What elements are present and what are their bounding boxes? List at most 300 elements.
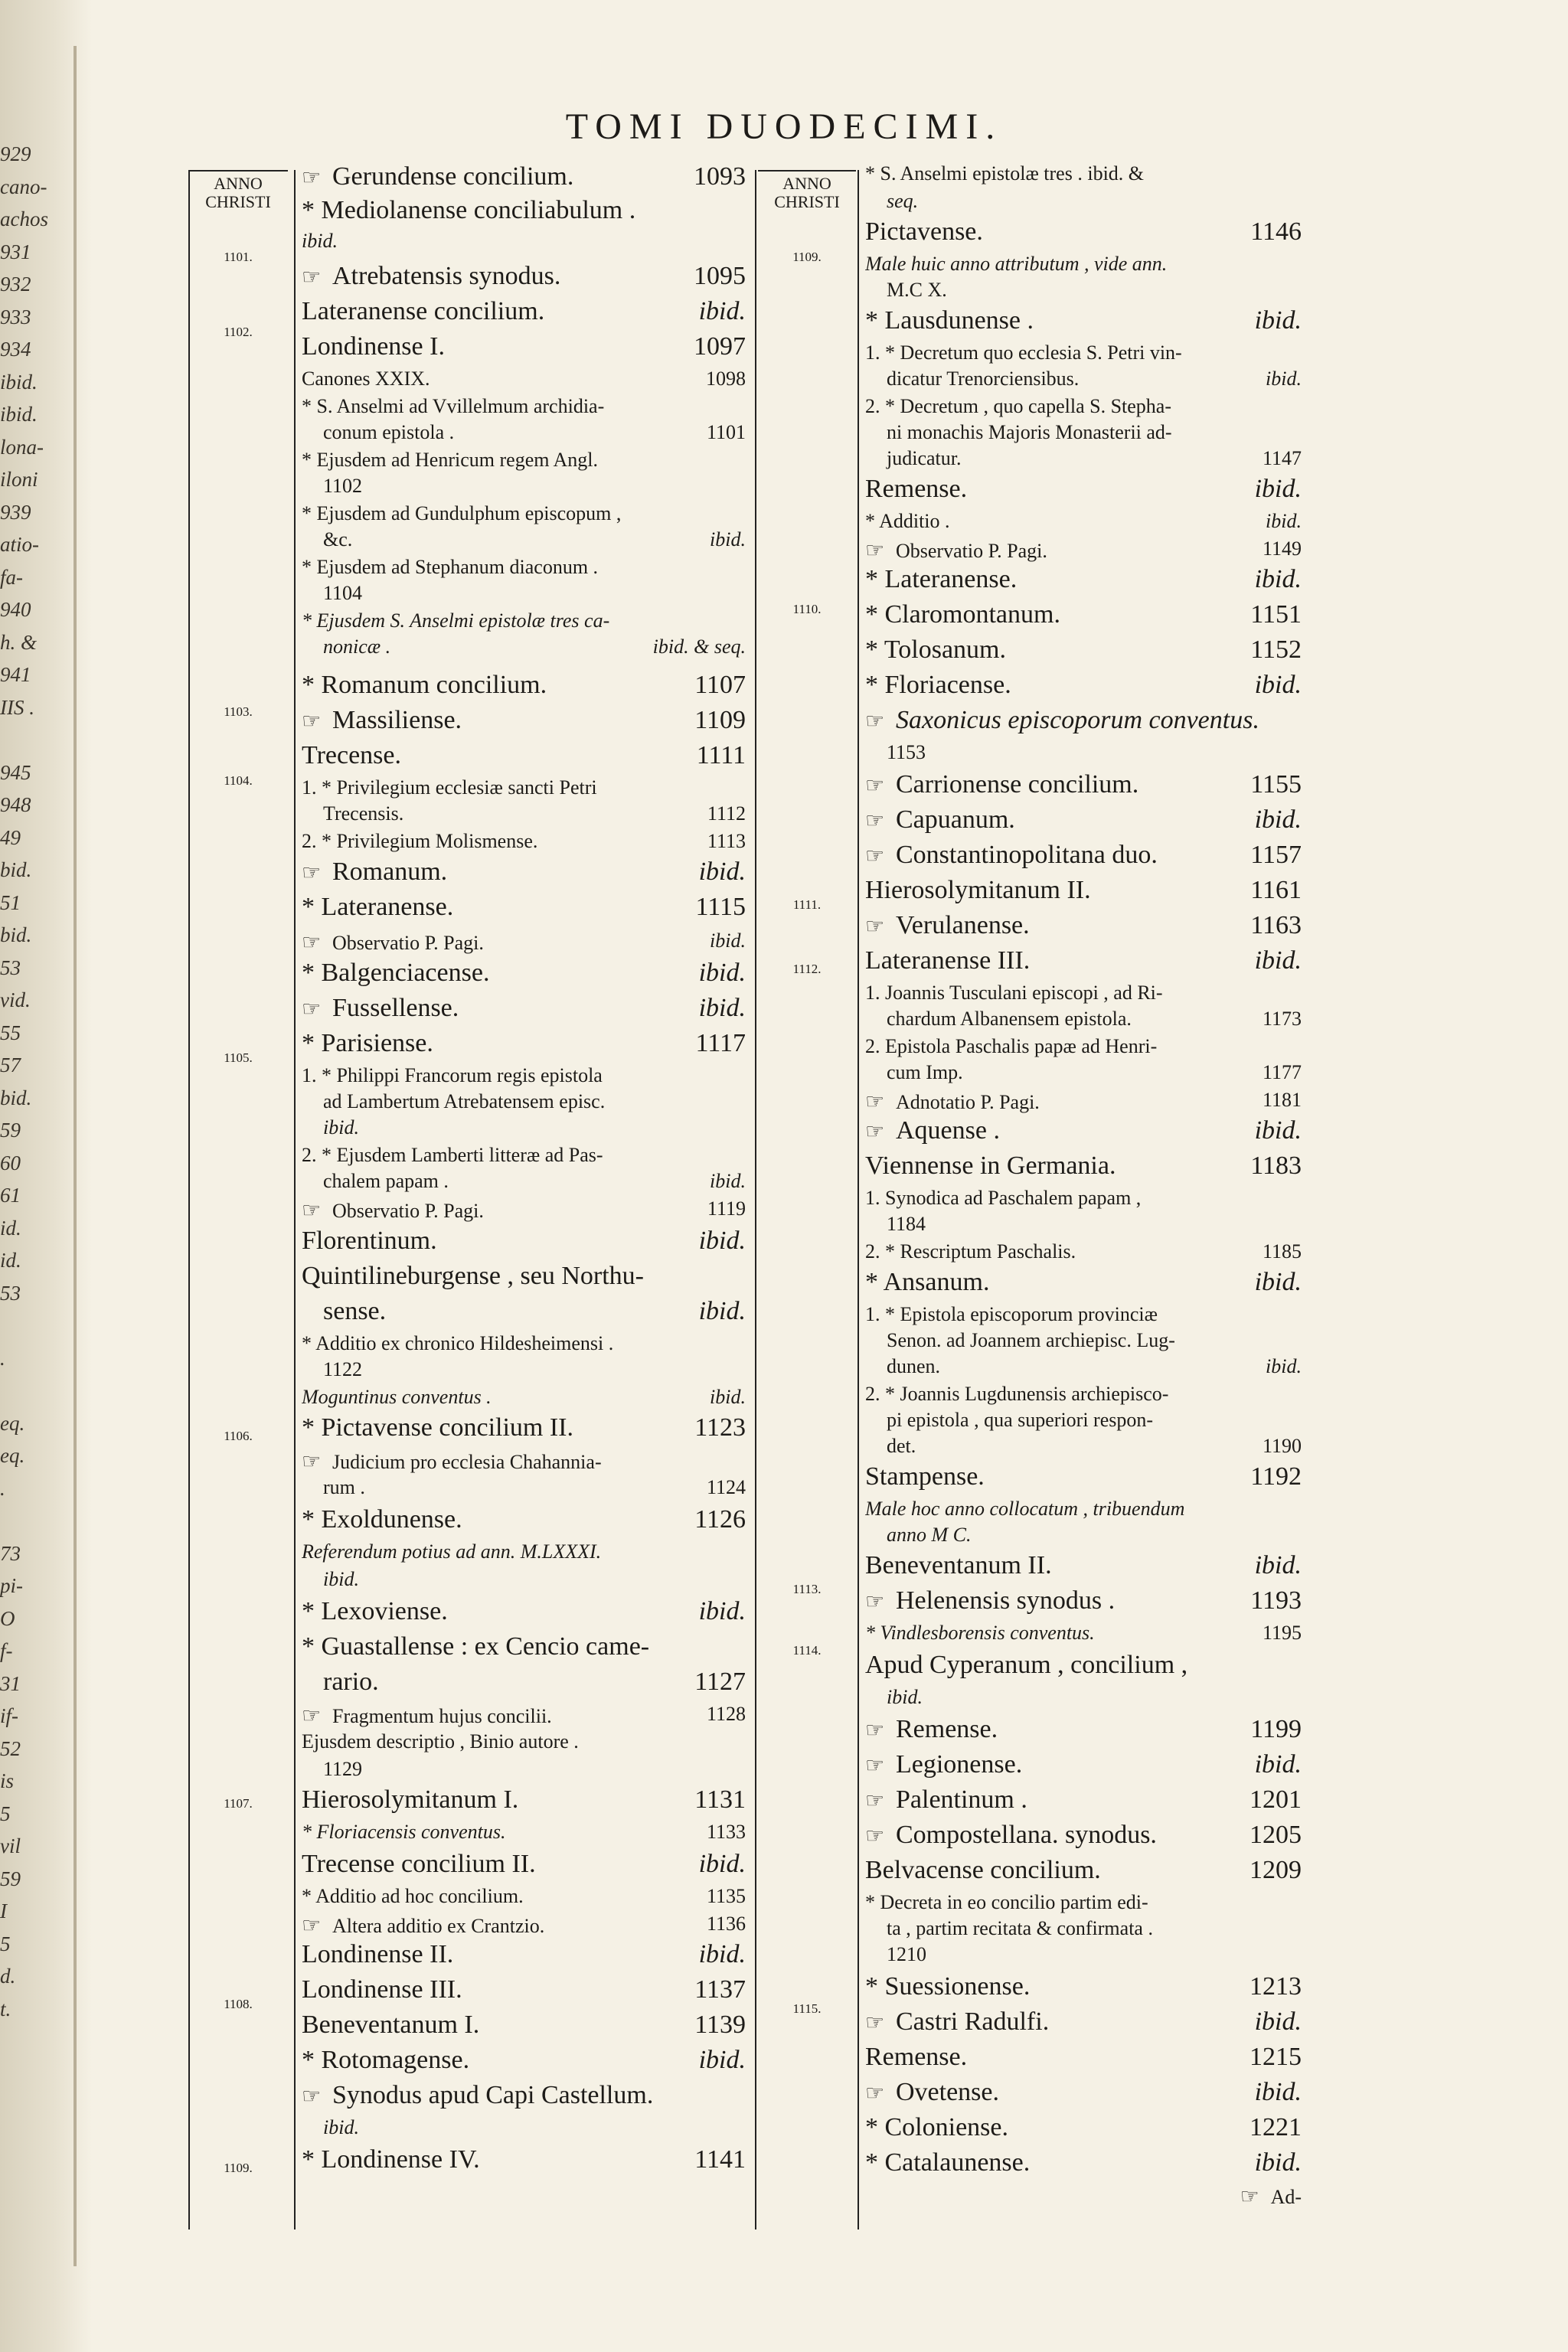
entry-title: * Floriacensis conventus.: [302, 1821, 506, 1843]
index-entry: [865, 635, 1302, 665]
page-number: ibid.: [1254, 2078, 1302, 2106]
entry-title: Quintilineburgense , seu Northu-: [302, 1262, 644, 1290]
entry-title: Synodus apud Capi Castellum.: [332, 2081, 654, 2109]
page-number: ibid.: [698, 2046, 746, 2074]
index-entry: [865, 1821, 1302, 1850]
margin-fragment: 61: [0, 1184, 21, 1207]
index-entry: [302, 475, 746, 498]
entry-title: ibid.: [323, 2116, 359, 2138]
entry-title: Ejusdem descriptio , Binio autore .: [302, 1730, 579, 1753]
index-entry: [865, 565, 1302, 594]
entry-title: * Tolosanum.: [865, 635, 1006, 664]
entry-title: Male hoc anno collocatum , tribuendum: [865, 1498, 1185, 1520]
margin-fragment: if-: [0, 1704, 18, 1727]
pointing-hand-icon: ☞: [302, 710, 322, 733]
entry-title: nonicæ .: [323, 635, 391, 658]
index-entry: [302, 1505, 746, 1534]
margin-fragment: id.: [0, 1216, 21, 1240]
year-label: 1103.: [224, 704, 253, 719]
margin-fragment: I: [0, 1900, 7, 1922]
index-entry: [865, 1917, 1302, 1940]
margin-fragment: pi-: [0, 1574, 23, 1597]
index-entry: [865, 805, 1302, 835]
book-gutter: [74, 46, 77, 2266]
index-entry: [302, 706, 746, 735]
page-number: 1135: [706, 1885, 746, 1907]
page-number: ibid.: [1254, 1116, 1302, 1145]
margin-fragment: [0, 1504, 70, 1537]
entry-title: Judicium pro ecclesia Chahannia-: [332, 1451, 602, 1473]
pointing-hand-icon: ☞: [865, 915, 885, 939]
entry-title: dicatur Trenorciensibus.: [887, 368, 1080, 390]
page-number: 1133: [706, 1821, 746, 1843]
page-number: ibid.: [698, 297, 746, 325]
index-entry: [865, 706, 1302, 735]
pointing-hand-icon: ☞: [865, 2082, 885, 2105]
page-number: 1141: [694, 2145, 746, 2174]
margin-fragment: 52: [0, 1736, 21, 1760]
index-entry: [865, 1972, 1302, 2001]
margin-fragment: d.: [0, 1965, 16, 1988]
entry-title: Trecensis.: [323, 802, 404, 825]
pointing-hand-icon: ☞: [865, 1824, 885, 1848]
entry-title: cum Imp.: [887, 1061, 963, 1083]
index-entry: [302, 671, 746, 700]
entry-title: 2. Epistola Paschalis papæ ad Henri-: [865, 1035, 1158, 1057]
margin-fragment: 60: [0, 1151, 21, 1174]
page-number: 1109: [694, 706, 746, 734]
year-label: 1108.: [224, 1997, 253, 2011]
entry-title: Helenensis synodus .: [896, 1586, 1116, 1615]
index-entry: [302, 1197, 746, 1223]
index-entry: [865, 2043, 1302, 2072]
page-number: ibid.: [1254, 805, 1302, 834]
index-entry: [865, 1089, 1302, 1115]
index-entry: [302, 1262, 746, 1291]
year-label: 1115.: [792, 2001, 822, 2016]
page-number: 1155: [1250, 770, 1302, 799]
index-entry: [865, 1891, 1302, 1914]
index-entry: [865, 253, 1302, 276]
page-number: ibid.: [698, 1227, 746, 1255]
index-entry: [865, 1462, 1302, 1491]
margin-fragment: h. &: [0, 630, 38, 654]
page-number: 1101: [706, 421, 746, 443]
margin-fragment: bid.: [0, 923, 32, 946]
entry-title: Stampense.: [865, 1462, 985, 1491]
entry-title: * Ejusdem ad Henricum regem Angl.: [302, 449, 599, 471]
page-number: 1173: [1262, 1008, 1302, 1030]
page-number: ibid.: [710, 528, 746, 550]
index-entry: [865, 982, 1302, 1004]
page-number: 1163: [1250, 911, 1302, 939]
page-number: 1181: [1262, 1089, 1302, 1111]
index-entry: [865, 395, 1302, 418]
margin-fragment: 940: [0, 598, 31, 621]
entry-title: * Ejusdem ad Gundulphum episcopum ,: [302, 502, 622, 524]
entry-title: ad Lambertum Atrebatensem episc.: [323, 1090, 606, 1112]
margin-fragment: iloni: [0, 468, 38, 491]
entry-title: * Parisiense.: [302, 1029, 433, 1057]
index-entry: [302, 1476, 746, 1499]
entry-title: Remense.: [865, 2043, 968, 2071]
index-entry: [865, 447, 1302, 470]
page-number: ibid. & seq.: [652, 635, 746, 658]
index-entry: [302, 1821, 746, 1844]
pointing-hand-icon: ☞: [1240, 2185, 1259, 2209]
margin-fragment: f-: [0, 1639, 13, 1662]
entry-title: 1. * Philippi Francorum regis epistola: [302, 1064, 603, 1086]
margin-fragment: 59: [0, 1119, 21, 1142]
index-entry: [302, 1144, 746, 1167]
entry-title: 1104: [323, 582, 363, 604]
page-number: 1124: [706, 1476, 746, 1498]
year-label: 1107.: [224, 1796, 253, 1811]
index-entry: [865, 1383, 1302, 1406]
index-entry: [865, 1686, 1302, 1709]
margin-fragment: 931: [0, 240, 31, 263]
index-entry: [865, 2148, 1302, 2177]
margin-fragment: 5: [0, 1802, 11, 1825]
entry-title: 2. * Ejusdem Lamberti litteræ ad Pas-: [302, 1144, 603, 1166]
margin-fragment: fa-: [0, 565, 23, 589]
index-entry: [302, 1358, 746, 1381]
index-entry: [865, 600, 1302, 629]
index-entry: [302, 609, 746, 632]
index-entry: [865, 1409, 1302, 1432]
entry-title: conum epistola .: [323, 421, 455, 443]
entry-title: * Mediolanense conciliabulum .: [302, 196, 636, 224]
entry-title: 1122: [323, 1358, 363, 1380]
entry-title: 2. * Joannis Lugdunensis archiepisco-: [865, 1383, 1169, 1405]
margin-fragment: bid.: [0, 858, 32, 881]
pointing-hand-icon: ☞: [865, 1789, 885, 1813]
margin-fragment: 934: [0, 338, 31, 361]
margin-fragment: 941: [0, 663, 31, 686]
index-entry: [302, 959, 746, 988]
entry-title: Observatio P. Pagi.: [332, 1200, 484, 1222]
index-entry: [302, 2116, 746, 2139]
page-number: 1157: [1250, 841, 1302, 869]
page-number: ibid.: [1254, 475, 1302, 503]
index-entry: [865, 1329, 1302, 1352]
entry-title: Legionense.: [896, 1750, 1023, 1779]
entry-title: * Lateranense.: [865, 565, 1018, 593]
margin-fragment: is: [0, 1769, 15, 1792]
index-entry: [865, 421, 1302, 444]
entry-title: * Additio .: [865, 510, 950, 532]
entry-title: 1102: [323, 475, 363, 497]
pointing-hand-icon: ☞: [865, 539, 885, 563]
page-number: ibid.: [1266, 368, 1302, 390]
index-entry: [865, 1586, 1302, 1615]
entry-title: Trecense concilium II.: [302, 1850, 536, 1878]
year-label: 1101.: [224, 250, 253, 264]
index-entry: [302, 1975, 746, 2004]
index-entry: [865, 876, 1302, 905]
entry-title: ta , partim recitata & confirmata .: [887, 1917, 1153, 1939]
index-entry: [865, 1750, 1302, 1779]
page-number: 1137: [694, 1975, 746, 2004]
index-entry: [865, 841, 1302, 870]
page-number: 1098: [706, 368, 746, 390]
index-entry: [302, 2011, 746, 2040]
pointing-hand-icon: ☞: [865, 1120, 885, 1144]
index-entry: [302, 741, 746, 770]
margin-fragment: 929: [0, 142, 31, 165]
margin-fragment: .: [0, 1346, 5, 1370]
page-number: 1183: [1250, 1152, 1302, 1180]
entry-title: 2. * Rescriptum Paschalis.: [865, 1240, 1076, 1263]
column-rule: [755, 170, 756, 2230]
page-number: 1128: [706, 1703, 746, 1725]
entry-title: * S. Anselmi ad Vvillelmum archidia-: [302, 395, 605, 417]
previous-page-fragment: [0, 138, 70, 2282]
page-number: 1177: [1262, 1061, 1302, 1083]
entry-title: Aquense .: [896, 1116, 1000, 1145]
entry-title: M.C X.: [887, 279, 947, 301]
year-label: 1112.: [792, 962, 822, 976]
entry-title: * Additio ad hoc concilium.: [302, 1885, 524, 1907]
index-entry: [302, 2046, 746, 2075]
index-entry: [302, 556, 746, 579]
page-number: 1095: [694, 262, 746, 290]
entry-title: * Ansanum.: [865, 1268, 990, 1296]
pointing-hand-icon: ☞: [865, 1590, 885, 1614]
page-number: ibid.: [698, 1850, 746, 1878]
column-rule: [294, 170, 296, 2230]
page-number: 1195: [1262, 1622, 1302, 1644]
margin-fragment: 53: [0, 956, 21, 979]
entry-title: Gerundense concilium.: [332, 162, 574, 191]
entry-title: Londinense III.: [302, 1975, 462, 2004]
page-number: ibid.: [698, 994, 746, 1022]
index-entry: [865, 1943, 1302, 1966]
entry-title: rario.: [323, 1668, 379, 1696]
index-entry: [865, 1435, 1302, 1458]
page-number: 1146: [1250, 217, 1302, 246]
pointing-hand-icon: ☞: [302, 2085, 322, 2109]
entry-title: ni monachis Majoris Monasterii ad-: [887, 421, 1172, 443]
entry-title: Remense.: [865, 475, 968, 503]
pointing-hand-icon: ☞: [302, 998, 322, 1021]
index-entry: [865, 741, 1302, 764]
index-entry: [865, 1856, 1302, 1885]
entry-title: 1210: [887, 1943, 926, 1965]
index-entry: [302, 802, 746, 825]
page-number: 1192: [1250, 1462, 1302, 1491]
page-number: 1205: [1250, 1821, 1302, 1849]
index-entry: [865, 1785, 1302, 1815]
entry-title: det.: [887, 1435, 916, 1457]
entry-title: * Pictavense concilium II.: [302, 1413, 574, 1442]
margin-fragment: atio-: [0, 533, 39, 556]
index-entry: [302, 297, 746, 326]
year-label: 1104.: [224, 773, 253, 788]
entry-title: rum .: [323, 1476, 365, 1498]
margin-fragment: [0, 724, 70, 756]
right-entries-column: [865, 162, 1302, 2275]
page-number: ibid.: [1254, 671, 1302, 699]
index-entry: [865, 1303, 1302, 1326]
margin-fragment: 948: [0, 793, 31, 816]
year-label: 1113.: [792, 1582, 822, 1596]
margin-fragment: 73: [0, 1541, 21, 1565]
margin-fragment: [0, 1309, 70, 1342]
entry-title: * Lexoviense.: [302, 1597, 448, 1625]
index-entry: [302, 1632, 746, 1661]
index-entry: [865, 671, 1302, 700]
index-entry: [302, 582, 746, 605]
entry-title: Palentinum .: [896, 1785, 1027, 1814]
pointing-hand-icon: ☞: [302, 1704, 322, 1728]
page-number: 1126: [694, 1505, 746, 1534]
page-number: 1123: [694, 1413, 746, 1442]
index-entry: [302, 1064, 746, 1087]
entry-title: * Exoldunense.: [302, 1505, 462, 1534]
entry-title: Hierosolymitanum I.: [302, 1785, 519, 1814]
index-entry: [865, 1008, 1302, 1031]
anno-christi-heading: ANNO CHRISTI: [758, 170, 856, 211]
page-number: ibid.: [1254, 2007, 1302, 2036]
catchword: ☞ Ad-: [1240, 2185, 1302, 2209]
entry-title: * Londinense IV.: [302, 2145, 480, 2174]
entry-title: Beneventanum I.: [302, 2011, 480, 2039]
entry-title: * Claromontanum.: [865, 600, 1060, 629]
page-number: ibid.: [698, 1940, 746, 1968]
entry-title: * Romanum concilium.: [302, 671, 547, 699]
page-number: 1139: [694, 2011, 746, 2039]
entry-title: Moguntinus conventus .: [302, 1386, 492, 1408]
entry-title: 1. Synodica ad Paschalem papam ,: [865, 1187, 1142, 1209]
index-entry: [302, 1297, 746, 1326]
page-number: 1151: [1250, 600, 1302, 629]
pointing-hand-icon: ☞: [302, 1914, 322, 1938]
margin-fragment: 51: [0, 890, 21, 914]
entry-title: 2. * Privilegium Molismense.: [302, 830, 538, 852]
page-number: ibid.: [1254, 1268, 1302, 1296]
entry-title: Fussellense.: [332, 994, 459, 1022]
margin-fragment: bid.: [0, 1086, 32, 1109]
entry-title: 2. * Decretum , quo capella S. Stepha-: [865, 395, 1171, 417]
index-entry: [302, 1730, 746, 1753]
page-number: 1209: [1250, 1856, 1302, 1884]
entry-title: ibid.: [323, 1568, 359, 1590]
index-entry: [302, 1568, 746, 1591]
index-entry: [302, 421, 746, 444]
pointing-hand-icon: ☞: [865, 844, 885, 868]
margin-fragment: 5: [0, 1932, 11, 1955]
entry-title: anno M C.: [887, 1524, 972, 1546]
index-entry: [302, 262, 746, 291]
year-label: 1109.: [792, 250, 822, 264]
margin-fragment: eq.: [0, 1444, 25, 1467]
index-entry: [865, 1715, 1302, 1744]
index-entry: [865, 162, 1302, 185]
page-number: 1221: [1250, 2113, 1302, 2141]
entry-title: * Coloniense.: [865, 2113, 1008, 2141]
entry-title: Compostellana. synodus.: [896, 1821, 1157, 1849]
page-number: 1093: [694, 162, 746, 191]
anno-christi-heading: ANNO CHRISTI: [188, 170, 288, 211]
entry-title: Apud Cyperanum , concilium ,: [865, 1651, 1188, 1679]
margin-fragment: achos: [0, 207, 48, 230]
index-entry: [865, 279, 1302, 302]
margin-fragment: ibid.: [0, 403, 38, 426]
entry-title: ibid.: [887, 1686, 923, 1708]
page-number: 1215: [1250, 2043, 1302, 2071]
margin-fragment: 59: [0, 1867, 21, 1890]
entry-title: chardum Albanensem epistola.: [887, 1008, 1132, 1030]
page-number: ibid.: [1254, 565, 1302, 593]
pointing-hand-icon: ☞: [865, 710, 885, 733]
entry-title: Londinense II.: [302, 1940, 454, 1968]
page-number: ibid.: [1254, 306, 1302, 335]
index-entry: [865, 2113, 1302, 2142]
margin-fragment: eq.: [0, 1411, 25, 1435]
index-entry: [302, 1227, 746, 1256]
index-entry: [302, 1940, 746, 1969]
year-label: 1110.: [792, 602, 822, 616]
page-number: 1149: [1262, 537, 1302, 560]
index-entry: [865, 1268, 1302, 1297]
entry-title: Florentinum.: [302, 1227, 437, 1255]
margin-fragment: .: [0, 1476, 5, 1500]
page-number: 1199: [1250, 1715, 1302, 1743]
index-entry: [865, 1551, 1302, 1580]
index-entry: [302, 2145, 746, 2174]
margin-fragment: 49: [0, 825, 21, 849]
pointing-hand-icon: ☞: [302, 1450, 322, 1474]
pointing-hand-icon: ☞: [302, 266, 322, 289]
entry-title: 1129: [323, 1758, 363, 1780]
entry-title: chalem papam .: [323, 1170, 449, 1192]
index-entry: [302, 162, 746, 191]
index-entry: [865, 1187, 1302, 1210]
page-number: 1127: [694, 1668, 746, 1696]
entry-title: * Additio ex chronico Hildesheimensi .: [302, 1332, 614, 1354]
entry-title: * Balgenciacense.: [302, 959, 490, 987]
page-number: 1136: [706, 1913, 746, 1935]
page-number: ibid.: [1254, 1750, 1302, 1779]
entry-title: * Lateranense.: [302, 893, 454, 921]
page-number: ibid.: [698, 1597, 746, 1625]
index-entry: [865, 190, 1302, 213]
index-entry: [302, 368, 746, 390]
index-entry: [302, 1386, 746, 1409]
margin-fragment: vil: [0, 1834, 21, 1857]
index-entry: [302, 1332, 746, 1355]
entry-title: Lateranense III.: [865, 946, 1031, 975]
entry-title: * Guastallense : ex Cencio came-: [302, 1632, 650, 1661]
index-entry: [302, 830, 746, 853]
page-number: 1131: [694, 1785, 746, 1814]
pointing-hand-icon: ☞: [302, 931, 322, 955]
index-entry: [302, 893, 746, 922]
year-label: 1114.: [792, 1643, 822, 1658]
entry-title: Adnotatio P. Pagi.: [896, 1091, 1040, 1113]
page-number: ibid.: [698, 858, 746, 886]
entry-title: Altera additio ex Crantzio.: [332, 1915, 545, 1937]
entry-title: dunen.: [887, 1355, 941, 1377]
page-number: 1201: [1250, 1785, 1302, 1814]
pointing-hand-icon: ☞: [865, 1090, 885, 1114]
index-entry: [302, 1449, 746, 1475]
margin-fragment: 53: [0, 1281, 21, 1305]
entry-title: &c.: [323, 528, 353, 550]
entry-title: Observatio P. Pagi.: [896, 540, 1047, 562]
entry-title: * Ejusdem S. Anselmi epistolæ tres ca-: [302, 609, 610, 632]
